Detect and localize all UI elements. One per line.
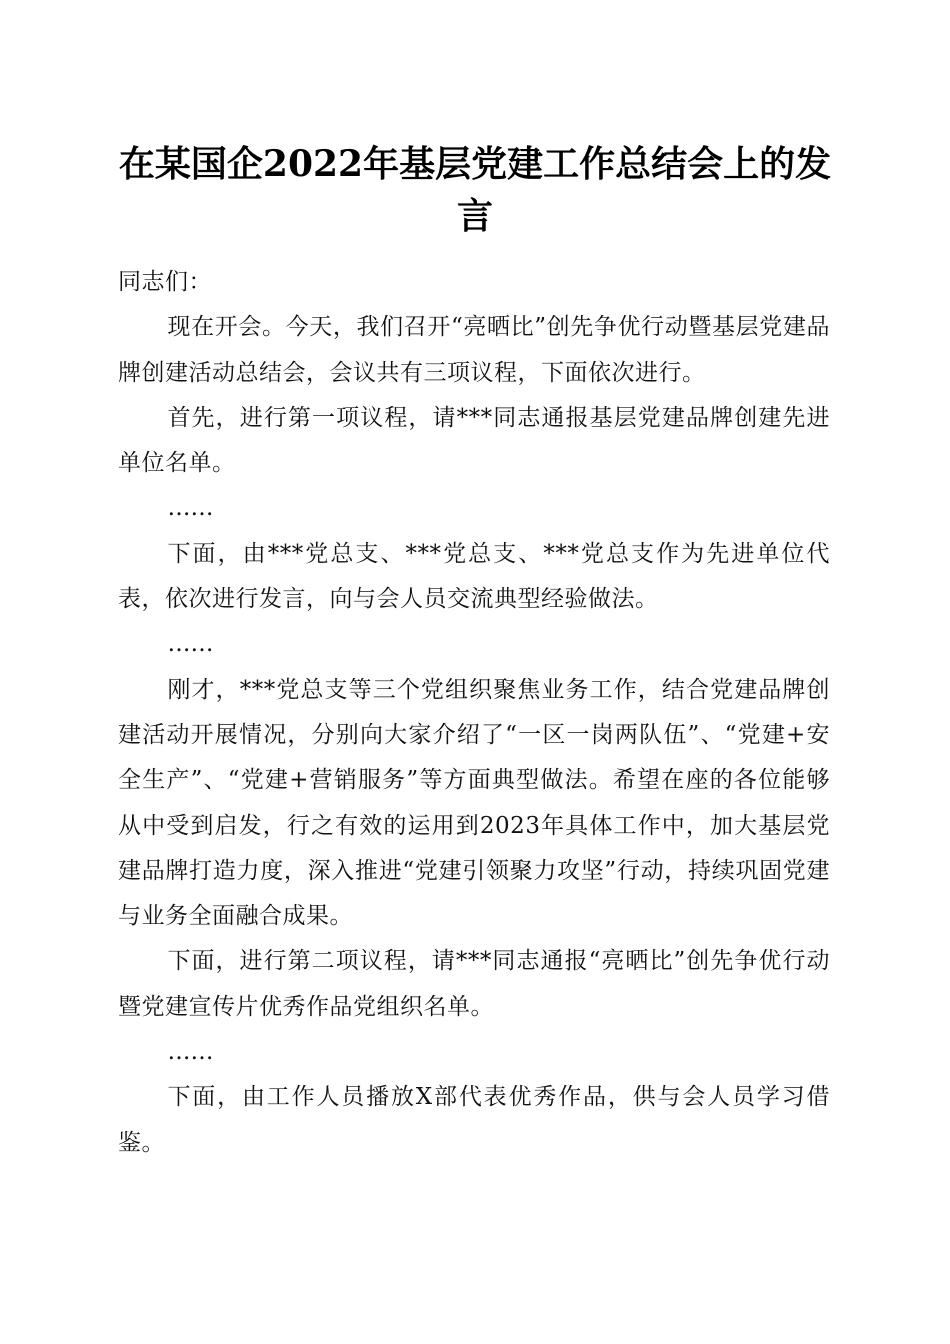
salutation: 同志们：	[118, 269, 212, 295]
paragraph-opening: 现在开会。今天，我们召开“亮晒比”创先争优行动暨基层党建品牌创建活动总结会，会议共有三项议程，下面依次进行。	[118, 314, 830, 386]
paragraph-agenda-two: 下面，进行第二项议程，请***同志通报“亮晒比”创先争优行动暨党建宣传片优秀作品党组织名单。	[118, 948, 830, 1020]
ellipsis-2: ……	[167, 631, 214, 658]
document-body	[118, 260, 830, 1166]
paragraph-summary: 刚才，***党总支等三个党组织聚焦业务工作，结合党建品牌创建活动开展情况，分别向大家介绍了“一区一岗两队伍”、“党建+安全生产”、“党建+营销服务”等方面典型做法。希望在座的各位能够从中受到启发，行之有效的运用到2023年具体工作中，加大基层党建品牌打造力度，深入推进“党建引领聚力攻坚”行动，持续巩固党建与业务全面融合成果。	[118, 676, 830, 930]
paragraph-speeches: 下面，由***党总支、***党总支、***党总支作为先进单位代表，依次进行发言，向与会人员交流典型经验做法。	[118, 540, 830, 613]
document-title: 在某国企2022年基层党建工作总结会上的发言	[118, 143, 832, 237]
ellipsis-1: ……	[167, 495, 214, 522]
ellipsis-3: ……	[167, 1039, 214, 1066]
paragraph-agenda-one: 首先，进行第一项议程，请***同志通报基层党建品牌创建先进单位名单。	[118, 404, 830, 477]
paragraph-video: 下面，由工作人员播放X部代表优秀作品，供与会人员学习借鉴。	[118, 1084, 830, 1156]
